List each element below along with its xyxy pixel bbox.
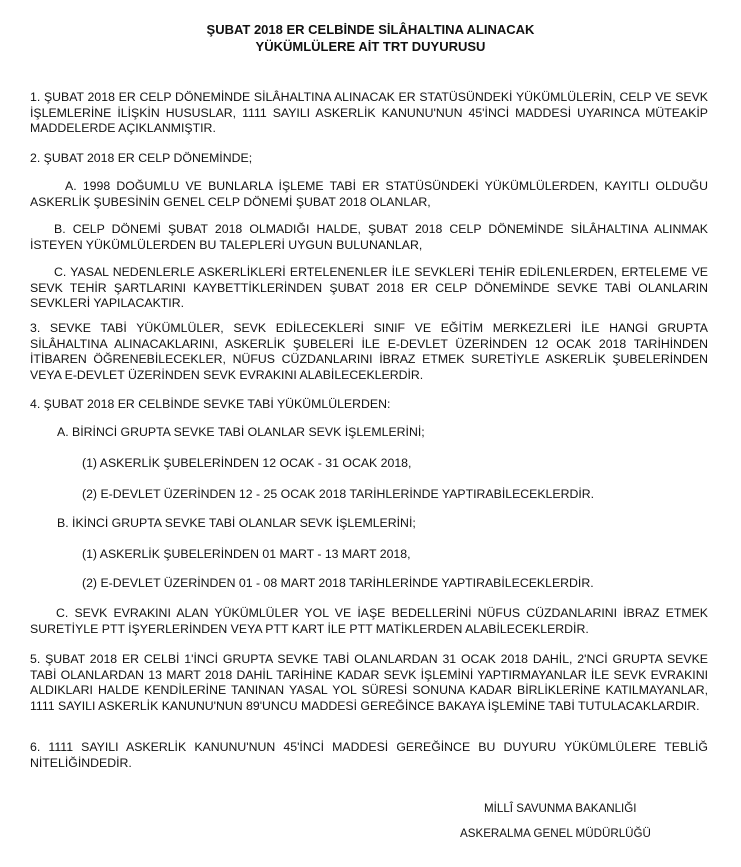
- paragraph-3: 3. SEVKE TABİ YÜKÜMLÜLER, SEVK EDİLECEKLERİ SINIF VE EĞİTİM MERKEZLERİ İLE HANGİ GRUPTA SİLÂHALTINA ALINACAKLARINI, ASKERLİK ŞUBELERİ İLE E-DEVLET ÜZERİNDEN 12 OCAK 2018 TARİHİNDEN İTİBAREN ÖĞRENEBİLECEKLER, NÜFUS CÜZDANLARINI İBRAZ ETMEK SURETİYLE ASKERLİK ŞUBELERİNDEN VEYA E-DEVLET ÜZERİNDEN SEVK EVRAKINI ALABİLECEKLERDİR.: [30, 321, 708, 382]
- paragraph-4b: B. İKİNCİ GRUPTA SEVKE TABİ OLANLAR SEVK İŞLEMLERİNİ;: [57, 516, 416, 530]
- signature-department: ASKERALMA GENEL MÜDÜRLÜĞÜ: [460, 827, 651, 840]
- paragraph-4a: A. BİRİNCİ GRUPTA SEVKE TABİ OLANLAR SEVK İŞLEMLERİNİ;: [57, 425, 425, 439]
- paragraph-5: 5. ŞUBAT 2018 ER CELBİ 1'İNCİ GRUPTA SEVKE TABİ OLANLARDAN 31 OCAK 2018 DAHİL, 2'NCİ GRUPTA SEVKE TABİ OLANLARDAN 13 MART 2018 DAHİL TARİHİNE KADAR SEVK İŞLEMİNİ YAPTIRMAYANLAR İLE SEVK EVRAKINI ALDIKLARI HALDE KENDİLERİNE TANINAN YASAL YOL SÜRESİ SONUNA KADAR BİRLİKLERİNE KATILMAYANLAR, 1111 SAYILI ASKERLİK KANUNU'NUN 89'UNCU MADDESİ GEREĞİNCE BAKAYA İŞLEMİNE TABİ TUTULACAKLARDIR.: [30, 652, 708, 713]
- signature-ministry: MİLLÎ SAVUNMA BAKANLIĞI: [484, 802, 637, 815]
- paragraph-4b-2: (2) E-DEVLET ÜZERİNDEN 01 - 08 MART 2018 TARİHLERİNDE YAPTIRABİLECEKLERDİR.: [82, 576, 594, 590]
- document-title-line-1: ŞUBAT 2018 ER CELBİNDE SİLÂHALTINA ALINACAK: [206, 22, 535, 37]
- paragraph-4a-1: (1) ASKERLİK ŞUBELERİNDEN 12 OCAK - 31 OCAK 2018,: [82, 456, 412, 470]
- document-title-line-2: YÜKÜMLÜLERE AİT TRT DUYURUSU: [255, 39, 486, 54]
- paragraph-1: 1. ŞUBAT 2018 ER CELP DÖNEMİNDE SİLÂHALTINA ALINACAK ER STATÜSÜNDEKİ YÜKÜMLÜLERİN, CELP VE SEVK İŞLEMLERİNE İLİŞKİN HUSUSLAR, 1111 SAYILI ASKERLİK KANUNU'NUN 45'İNCİ MADDESİ UYARINCA MÜTEAKİP MADDELERDE AÇIKLANMIŞTIR.: [30, 90, 708, 135]
- paragraph-4b-1: (1) ASKERLİK ŞUBELERİNDEN 01 MART - 13 MART 2018,: [82, 547, 411, 561]
- paragraph-2-heading: 2. ŞUBAT 2018 ER CELP DÖNEMİNDE;: [30, 151, 253, 165]
- paragraph-4a-2: (2) E-DEVLET ÜZERİNDEN 12 - 25 OCAK 2018 TARİHLERİNDE YAPTIRABİLECEKLERDİR.: [82, 487, 595, 501]
- paragraph-2b: B. CELP DÖNEMİ ŞUBAT 2018 OLMADIĞI HALDE, ŞUBAT 2018 CELP DÖNEMİNDE SİLÂHALTINA ALINMAK İSTEYEN YÜKÜMLÜLERDEN BU TALEPLERİ UYGUN BULUNANLAR,: [30, 222, 708, 252]
- paragraph-2a: A. 1998 DOĞUMLU VE BUNLARLA İŞLEME TABİ ER STATÜSÜNDEKİ YÜKÜMLÜLERDEN, KAYITLI OLDUĞU ASKERLİK ŞUBESİNİN GENEL CELP DÖNEMİ ŞUBAT 2018 OLANLAR,: [30, 179, 708, 209]
- paragraph-2c: C. YASAL NEDENLERLE ASKERLİKLERİ ERTELENENLER İLE SEVKLERİ TEHİR EDİLENLERDEN, ERTELEME VE SEVK TEHİR ŞARTLARINI KAYBETTİKLERİNDEN ŞUBAT 2018 ER CELP DÖNEMİNDE SEVKE TABİ OLANLARIN SEVKLERİ YAPILACAKTIR.: [30, 265, 708, 310]
- paragraph-6: 6. 1111 SAYILI ASKERLİK KANUNU'NUN 45'İNCİ MADDESİ GEREĞİNCE BU DUYURU YÜKÜMLÜLERE TEBLİĞ NİTELİĞİNDEDİR.: [30, 740, 708, 770]
- paragraph-4-heading: 4. ŞUBAT 2018 ER CELBİNDE SEVKE TABİ YÜKÜMLÜLERDEN:: [30, 397, 391, 411]
- paragraph-4c: C. SEVK EVRAKINI ALAN YÜKÜMLÜLER YOL VE İAŞE BEDELLERİNİ NÜFUS CÜZDANLARINI İBRAZ ETMEK SURETİYLE PTT İŞYERLERİNDEN VEYA PTT KART İLE PTT MATİKLERDEN ALABİLECEKLERDİR.: [30, 606, 708, 636]
